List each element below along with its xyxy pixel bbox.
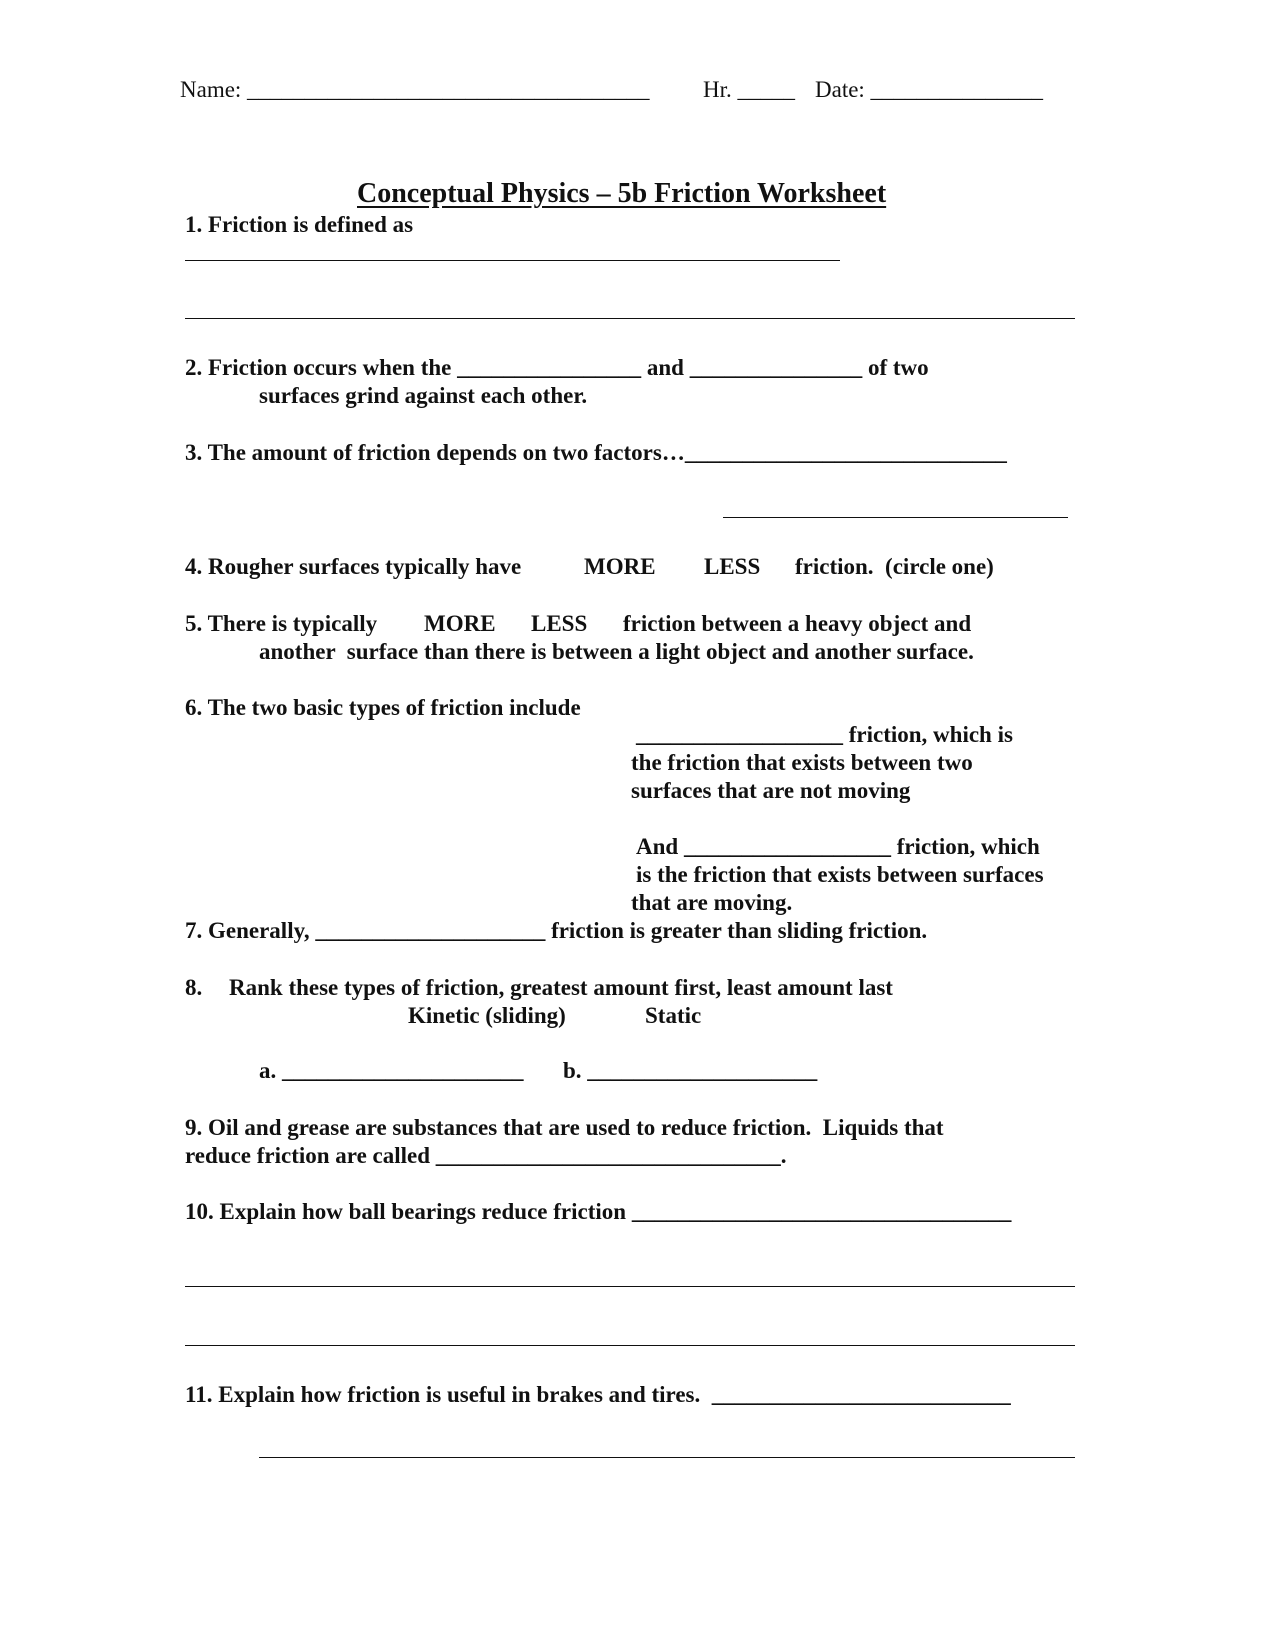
question-5-continued: another surface than there is between a light object and another surface. bbox=[259, 639, 974, 664]
q4-option-less[interactable]: LESS bbox=[704, 554, 761, 579]
question-2: 2. Friction occurs when the ________________ and _______________ of two bbox=[185, 355, 929, 380]
question-9: 9. Oil and grease are substances that are used to reduce friction. Liquids that bbox=[185, 1115, 944, 1140]
q5-suffix: friction between a heavy object and bbox=[623, 611, 972, 636]
question-3: 3. The amount of friction depends on two factors…____________________________ bbox=[185, 440, 1007, 465]
q8-answer-a: a. _____________________ bbox=[259, 1058, 524, 1083]
question-1: 1. Friction is defined as bbox=[185, 212, 414, 237]
question-9-continued: reduce friction are called ______________________________. bbox=[185, 1143, 787, 1168]
answer-line-10b bbox=[185, 1286, 1075, 1287]
question-10: 10. Explain how ball bearings reduce friction _________________________________ bbox=[185, 1199, 1012, 1224]
q6-part-a-line3: surfaces that are not moving bbox=[631, 778, 911, 803]
question-4: 4. Rougher surfaces typically have bbox=[185, 554, 522, 579]
question-2-continued: surfaces grind against each other. bbox=[259, 383, 588, 408]
q5-option-less[interactable]: LESS bbox=[531, 611, 588, 636]
name-field: Name: ___________________________________ bbox=[180, 77, 650, 102]
answer-line-3b bbox=[723, 517, 1068, 518]
q6-part-b-line1: And __________________ friction, which bbox=[636, 834, 1040, 859]
question-7: 7. Generally, ____________________ friction is greater than sliding friction. bbox=[185, 918, 928, 943]
answer-line-11b bbox=[259, 1457, 1075, 1458]
date-field: Date: _______________ bbox=[815, 77, 1044, 102]
question-8-number: 8. bbox=[185, 975, 203, 1000]
q8-option-kinetic: Kinetic (sliding) bbox=[408, 1003, 566, 1028]
question-11: 11. Explain how friction is useful in brakes and tires. __________________________ bbox=[185, 1382, 1011, 1407]
q6-part-a-line2: the friction that exists between two bbox=[631, 750, 973, 775]
q4-suffix: friction. (circle one) bbox=[795, 554, 994, 579]
answer-line-10c bbox=[185, 1345, 1075, 1346]
q5-option-more[interactable]: MORE bbox=[424, 611, 496, 636]
q6-part-b-line3: that are moving. bbox=[631, 890, 793, 915]
answer-line-1a bbox=[185, 260, 840, 261]
answer-line-1b bbox=[185, 318, 1075, 319]
q8-option-static: Static bbox=[645, 1003, 702, 1028]
q8-answer-b: b. ____________________ bbox=[563, 1058, 818, 1083]
question-6: 6. The two basic types of friction include bbox=[185, 695, 581, 720]
question-8: Rank these types of friction, greatest amount first, least amount last bbox=[229, 975, 893, 1000]
q4-option-more[interactable]: MORE bbox=[584, 554, 656, 579]
q6-part-a-line1: __________________ friction, which is bbox=[636, 722, 1013, 747]
question-5: 5. There is typically bbox=[185, 611, 378, 636]
worksheet-title: Conceptual Physics – 5b Friction Worksheet bbox=[357, 178, 887, 209]
hour-field: Hr. _____ bbox=[703, 77, 795, 102]
q6-part-b-line2: is the friction that exists between surfaces bbox=[636, 862, 1044, 887]
